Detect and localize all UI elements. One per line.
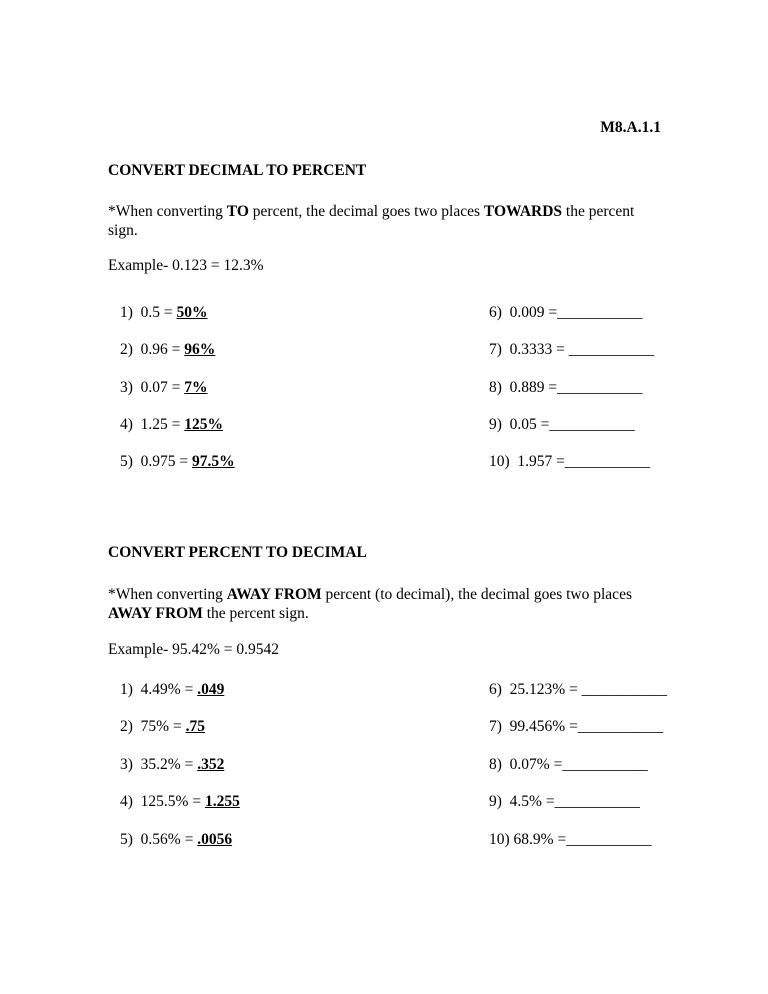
rule-text: percent, the decimal goes two places [248,203,484,220]
problem-answer: 1.255 [204,793,240,810]
answer-blank[interactable]: ___________ [549,416,635,433]
section-1-title: CONVERT DECIMAL TO PERCENT [108,162,367,179]
problem-question: 5) 0.56% = [120,831,198,848]
problem-answer: .352 [197,756,225,773]
problem-answer: 7% [184,379,208,396]
problem-solved [120,453,235,471]
problem-question: 10) 68.9% = [489,831,567,848]
problem-unsolved [489,453,650,471]
problem-solved [120,756,224,774]
problem-question: 9) 0.05 = [489,416,550,433]
problem-answer: 97.5% [192,453,235,470]
section-2-rule [108,585,668,623]
standard-code: M8.A.1.1 [600,119,661,136]
problem-question: 2) 0.96 = [120,341,185,358]
answer-blank[interactable]: ___________ [566,831,652,848]
problem-solved [120,793,240,811]
answer-blank[interactable]: ___________ [564,453,651,470]
problem-question: 1) 0.5 = [120,304,177,321]
problem-solved [120,416,223,434]
rule-emphasis: AWAY FROM [108,605,203,622]
problem-unsolved [489,304,642,322]
problem-solved [120,681,224,699]
problem-solved [120,379,208,397]
rule-text: the percent sign. [202,605,309,622]
problem-answer: .75 [185,718,205,735]
problem-unsolved [489,681,667,699]
problem-solved [120,341,215,359]
problem-unsolved [489,379,642,397]
problem-unsolved [489,756,648,774]
problem-unsolved [489,831,651,849]
answer-blank[interactable]: ___________ [562,756,648,773]
answer-blank[interactable]: ___________ [577,718,664,735]
problem-unsolved [489,341,654,359]
problem-answer: .0056 [197,831,233,848]
rule-emphasis: TO [226,203,249,220]
problem-solved [120,304,208,322]
problem-question: 5) 0.975 = [120,453,193,470]
problem-question: 3) 0.07 = [120,379,185,396]
problem-answer: .049 [197,681,225,698]
problem-unsolved [489,793,640,811]
problem-answer: 125% [184,416,224,433]
rule-emphasis: TOWARDS [483,203,563,220]
problem-question: 1) 4.49% = [120,681,198,698]
problem-answer: 50% [176,304,208,321]
rule-text: *When converting [108,586,227,603]
rule-text: the percent sign. [108,203,635,239]
answer-blank[interactable]: ___________ [554,793,640,810]
problem-question: 6) 25.123% = [489,681,582,698]
problem-solved [120,718,205,736]
answer-blank[interactable]: ___________ [581,681,667,698]
answer-blank[interactable]: ___________ [568,341,655,358]
problem-question: 7) 0.3333 = [489,341,569,358]
problem-question: 3) 35.2% = [120,756,198,773]
problem-unsolved [489,718,663,736]
problem-question: 9) 4.5% = [489,793,555,810]
problem-question: 8) 0.889 = [489,379,558,396]
answer-blank[interactable]: ___________ [557,379,643,396]
answer-blank[interactable]: ___________ [557,304,643,321]
section-2-example: Example- 95.42% = 0.9542 [108,641,280,658]
section-1-rule [108,202,653,240]
rule-emphasis: AWAY FROM [226,586,322,603]
problem-question: 10) 1.957 = [489,453,565,470]
problem-unsolved [489,416,635,434]
rule-text: percent (to decimal), the decimal goes two places [321,586,632,603]
problem-question: 8) 0.07% = [489,756,563,773]
section-2-title: CONVERT PERCENT TO DECIMAL [108,544,367,561]
problem-question: 2) 75% = [120,718,186,735]
problem-solved [120,831,232,849]
problem-question: 7) 99.456% = [489,718,578,735]
problem-question: 4) 125.5% = [120,793,205,810]
problem-answer: 96% [184,341,216,358]
problem-question: 4) 1.25 = [120,416,185,433]
problem-question: 6) 0.009 = [489,304,558,321]
rule-text: *When converting [108,203,227,220]
section-1-example: Example- 0.123 = 12.3% [108,257,264,274]
